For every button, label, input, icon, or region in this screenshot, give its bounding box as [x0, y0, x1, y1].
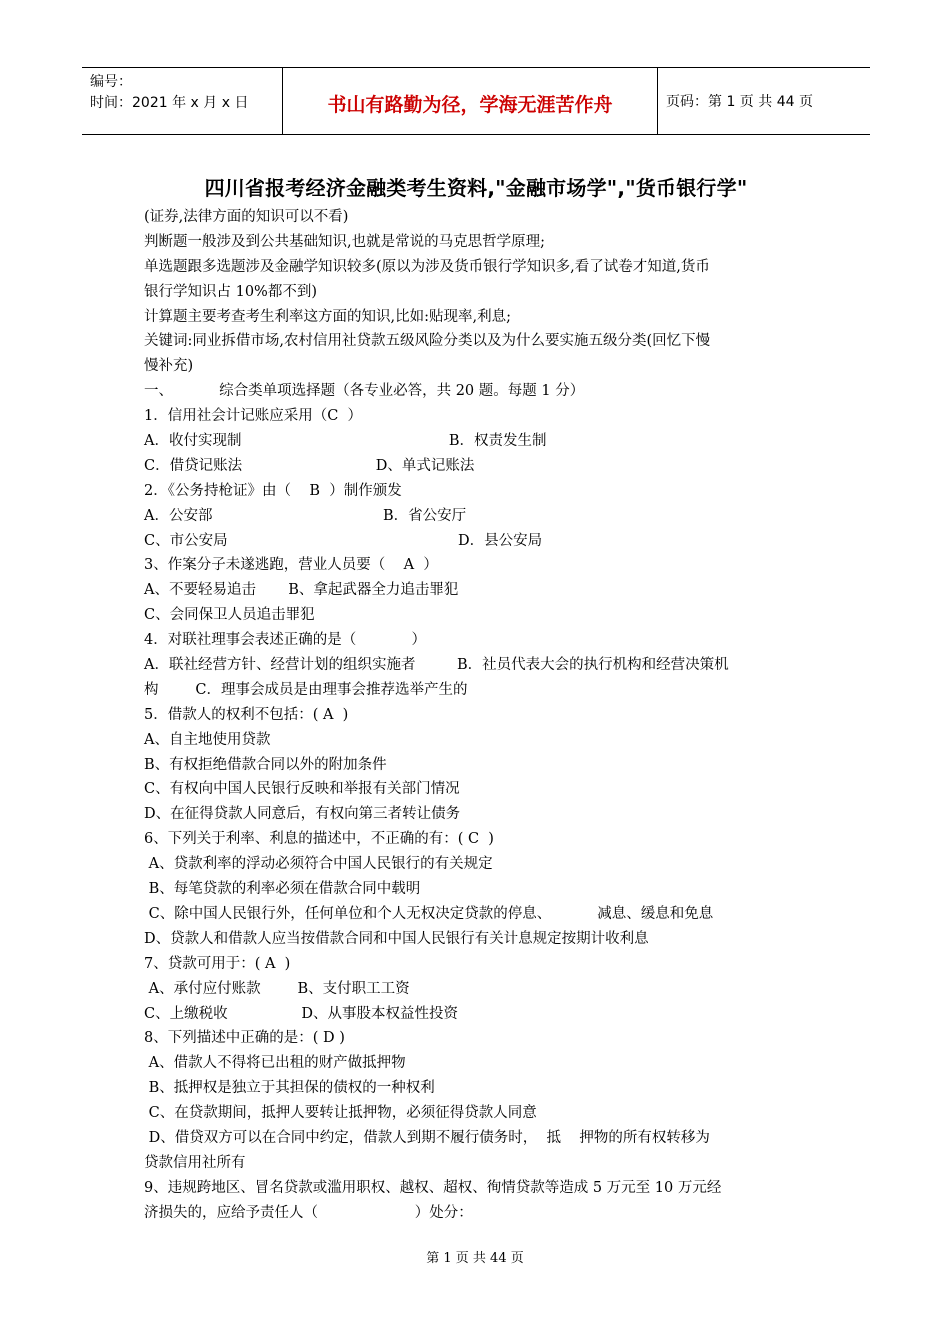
text-line: D、借贷双方可以在合同中约定，借款人到期不履行债务时， 抵 押物的所有权转移为 — [144, 1129, 710, 1146]
text-line: A、贷款利率的浮动必须符合中国人民银行的有关规定 — [144, 856, 493, 873]
text-line: C、有权向中国人民银行反映和举报有关部门情况 — [144, 781, 460, 798]
text-line: D、在征得贷款人同意后，有权向第三者转让债务 — [144, 806, 461, 823]
text-line: 2．《公务持枪证》由（ B ）制作颁发 — [144, 482, 402, 499]
text-line: A、自主地使用贷款 — [144, 731, 271, 748]
text-line: 8、下列描述中正确的是：( D ) — [144, 1030, 345, 1047]
text-line: C、市公安局 D．县公安局 — [144, 532, 543, 549]
text-line: A．公安部 B．省公安厅 — [144, 507, 467, 524]
text-line: A、承付应付账款 B、支付职工工资 — [144, 980, 410, 997]
document-title: 四川省报考经济金融类考生资料,"金融市场学","货币银行学" — [204, 176, 748, 200]
text-line: C、会同保卫人员追击罪犯 — [144, 607, 315, 624]
header-meta — [82, 68, 282, 134]
header-page-info: 页码：第 1 页 共 44 页 — [666, 94, 813, 110]
page-footer: 第 1 页 共 44 页 — [426, 1251, 524, 1266]
text-line: 慢补充) — [144, 358, 194, 375]
text-line: C、除中国人民银行外，任何单位和个人无权决定贷款的停息、 减息、缓息和免息 — [144, 905, 714, 922]
text-line: 3、作案分子未遂逃跑，营业人员要（ A ） — [144, 557, 438, 574]
text-line: 单选题跟多选题涉及金融学知识较多(原以为涉及货币银行学知识多,看了试卷才知道,货币 — [144, 258, 710, 275]
text-line: 关键词:同业拆借市场,农村信用社贷款五级风险分类以及为什么要实施五级分类(回忆下慢 — [144, 333, 711, 350]
text-line: 6、下列关于利率、利息的描述中，不正确的有：( C ) — [144, 831, 494, 848]
text-line: 7、贷款可用于：( A ) — [144, 955, 291, 972]
text-line: A、借款人不得将已出租的财产做抵押物 — [144, 1055, 406, 1072]
text-line: 9、违规跨地区、冒名贷款或滥用职权、越权、超权、徇情贷款等造成 5 万元至 10 万元经 — [144, 1179, 722, 1196]
text-line: B、抵押权是独立于其担保的债权的一种权利 — [144, 1080, 435, 1097]
text-line: A．联社经营方针、经营计划的组织实施者 B．社员代表大会的执行机构和经营决策机 — [144, 657, 729, 674]
text-line: C、在贷款期间，抵押人要转让抵押物，必须征得贷款人同意 — [144, 1105, 537, 1122]
document-body — [144, 205, 810, 1226]
date-label: 时间：2021 年 x 月 x 日 — [90, 95, 249, 111]
text-line: C．借贷记账法 D、单式记账法 — [144, 457, 475, 474]
header-motto: 书山有路勤为径，学海无涯苦作舟 — [282, 68, 658, 134]
text-line: B、有权拒绝借款合同以外的附加条件 — [144, 756, 387, 773]
text-line: 银行学知识占 10%都不到) — [144, 283, 317, 300]
text-line: 4．对联社理事会表述正确的是（ ） — [144, 632, 427, 649]
text-line: D、贷款人和借款人应当按借款合同和中国人民银行有关计息规定按期计收利息 — [144, 930, 649, 947]
text-line: 构 C．理事会成员是由理事会推荐选举产生的 — [144, 681, 468, 698]
page-header — [82, 67, 870, 135]
number-label: 编号： — [90, 74, 132, 90]
text-line: 济损失的，应给予责任人（ ）处分： — [144, 1204, 473, 1221]
text-line: 一、 综合类单项选择题（各专业必答，共 20 题。每题 1 分） — [144, 383, 585, 400]
text-line: 1．信用社会计记账应采用（C ） — [144, 408, 363, 425]
text-line: 判断题一般涉及到公共基础知识,也就是常说的马克思哲学原理; — [144, 233, 545, 250]
text-line: 计算题主要考查考生利率这方面的知识,比如:贴现率,利息; — [144, 308, 511, 325]
text-line: C、上缴税收 D、从事股本权益性投资 — [144, 1005, 458, 1022]
text-line: A、不要轻易追击 B、拿起武器全力追击罪犯 — [144, 582, 459, 599]
text-line: B、每笔贷款的利率必须在借款合同中载明 — [144, 881, 421, 898]
text-line: A．收付实现制 B．权责发生制 — [144, 433, 547, 450]
text-line: 贷款信用社所有 — [144, 1154, 246, 1171]
text-line: (证券,法律方面的知识可以不看) — [144, 209, 349, 225]
text-line: 5．借款人的权利不包括：( A ) — [144, 706, 349, 723]
